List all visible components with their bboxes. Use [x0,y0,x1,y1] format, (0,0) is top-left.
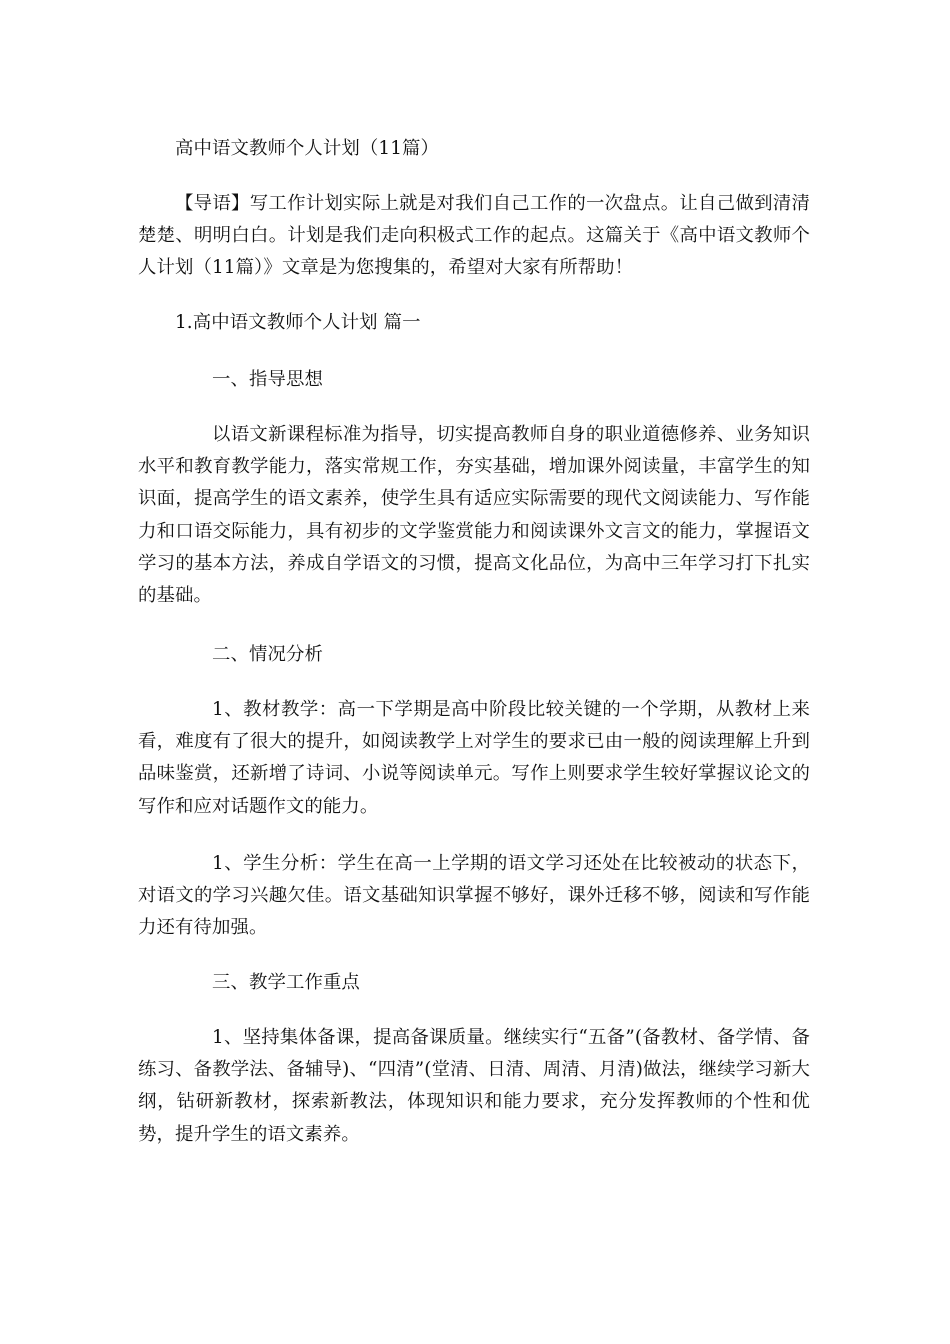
document-title: 高中语文教师个人计划（11篇） [175,138,439,159]
paragraph-materials-teaching: 1、教材教学：高一下学期是高中阶段比较关键的一个学期，从教材上来看，难度有了很大的提升，如阅读教学上对学生的要求已由一般的阅读理解上升到品味鉴赏，还新增了诗词、小说等阅读单元。写作上则要求学生较好掌握议论文的写作和应对话题作文的能力。 [138,699,810,817]
paragraph-guiding-thought: 以语文新课程标准为指导，切实提高教师自身的职业道德修养、业务知识水平和教育教学能力，落实常规工作，夯实基础，增加课外阅读量，丰富学生的知识面，提高学生的语文素养，使学生具有适应实际需要的现代文阅读能力、写作能力和口语交际能力，具有初步的文学鉴赏能力和阅读课外文言文的能力，掌握语文学习的基本方法，养成自学语文的习惯，提高文化品位，为高中三年学习打下扎实的基础。 [138,424,810,607]
heading-guiding-thought: 一、指导思想 [212,369,323,390]
paragraph-collective-preparation: 1、坚持集体备课，提高备课质量。继续实行“五备”(备教材、备学情、备练习、备教学法、备辅导)、“四清”(堂清、日清、周清、月清)做法，继续学习新大纲，钻研新教材，探索新教法，体现知识和能力要求，充分发挥教师的个性和优势，提升学生的语文素养。 [138,1027,810,1145]
section-title: 1.高中语文教师个人计划 篇一 [175,312,421,333]
heading-situation-analysis: 二、情况分析 [212,644,323,665]
heading-teaching-focus: 三、教学工作重点 [212,972,360,993]
paragraph-student-analysis: 1、学生分析：学生在高一上学期的语文学习还处在比较被动的状态下，对语文的学习兴趣欠佳。语文基础知识掌握不够好，课外迁移不够，阅读和写作能力还有待加强。 [138,853,810,939]
intro-paragraph: 【导语】写工作计划实际上就是对我们自己工作的一次盘点。让自己做到清清楚楚、明明白白。计划是我们走向积极式工作的起点。这篇关于《高中语文教师个人计划（11篇）》文章是为您搜集的，希望对大家有所帮助！ [138,193,810,279]
